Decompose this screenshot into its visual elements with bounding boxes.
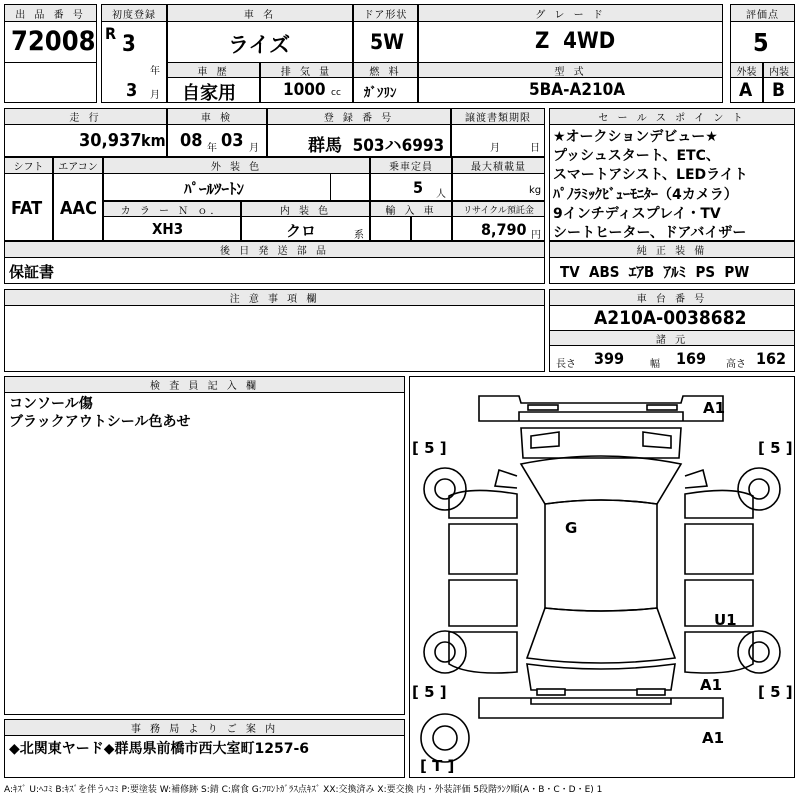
model-code-cell [418, 77, 723, 103]
std-equipment-cell [549, 257, 795, 284]
rear-bumper-inner [531, 698, 671, 704]
displacement: 1000 [283, 80, 326, 100]
chassis-header: 車 台 番 号 [549, 289, 795, 306]
std-equipment: TV ABS ｴｱB ｱﾙﾐ PS PW [560, 263, 750, 281]
exterior-color-header: 外 装 色 [103, 157, 370, 174]
front-bumper-inner [519, 412, 683, 421]
wheel-rr-hub [749, 642, 769, 662]
recycle-fee: 8,790 [481, 220, 527, 239]
capacity: 5 [413, 178, 424, 197]
history-cell [167, 77, 260, 103]
interior-color-suffix: 系 [354, 230, 364, 241]
front-bumper-mark: A1 [703, 399, 726, 417]
inspection-year-unit: 年 [207, 143, 217, 154]
wheel-rl-hub [435, 642, 455, 662]
grade-header: グ レ ー ド [418, 4, 723, 22]
rear-bumper-mark: A1 [702, 729, 725, 747]
wheel-rl [424, 631, 466, 673]
length-value: 399 [594, 349, 625, 368]
height-value: 162 [756, 349, 787, 368]
right-side-mark: U1 [714, 611, 737, 629]
plate-number: 群馬 503ハ6993 [308, 136, 445, 156]
rear-glass-shape [527, 608, 675, 663]
sales-point-item: 9インチディスプレイ・TV [553, 205, 721, 222]
front-light-right [647, 405, 677, 410]
notes-cell [4, 305, 545, 372]
right-front-door [685, 524, 753, 574]
displacement-header: 排 気 量 [260, 62, 353, 78]
later-parts-header: 後 日 発 送 部 品 [4, 241, 545, 258]
trunk-shape [527, 664, 675, 690]
interior-score-cell [763, 77, 795, 103]
wheel-fr-hub [749, 479, 769, 499]
specs-header: 諸 元 [549, 330, 795, 346]
inspection-cell [167, 124, 267, 157]
tire-fl-mark: [ 5 ] [412, 439, 447, 457]
grade-cell [418, 21, 723, 63]
recycle-header: リサイクル預託金 [452, 201, 545, 217]
aircon-header: エアコン [53, 157, 103, 174]
interior-score-header: 内装 [763, 62, 795, 78]
office-cell [4, 735, 405, 778]
exterior-color-extra [330, 173, 370, 201]
chassis-number: A210A-0038682 [594, 307, 747, 329]
tire-fr-mark: [ 5 ] [758, 439, 793, 457]
spare-tire-hub [433, 726, 457, 750]
inspection-month-unit: 月 [249, 143, 259, 154]
chassis-cell [549, 305, 795, 331]
shift-header: シフト [4, 157, 53, 174]
later-parts: 保証書 [9, 263, 55, 281]
transfer-doc-cell [451, 124, 545, 157]
aircon-cell [53, 173, 103, 241]
shift: FAT [11, 198, 43, 219]
tire-rr-mark: [ 5 ] [758, 683, 793, 701]
mileage: 30,937 [79, 130, 142, 151]
max-load-header: 最大積載量 [452, 157, 545, 174]
plate-header: 登 録 番 号 [267, 108, 451, 125]
car-name-cell [167, 21, 353, 63]
roof-mark: G [565, 519, 578, 537]
transfer-doc-header: 譲渡書類期限 [451, 108, 545, 125]
wheel-rr [738, 631, 780, 673]
later-parts-cell [4, 257, 545, 284]
spare-mark: [ T ] [420, 757, 455, 775]
interior-color: クロ [286, 222, 317, 240]
car-name-header: 車 名 [167, 4, 353, 22]
wheel-fr [738, 468, 780, 510]
tire-rl-mark: [ 5 ] [412, 683, 447, 701]
inspector-notes [9, 395, 190, 431]
left-rear-door [449, 580, 517, 626]
rear-bumper-shape [479, 698, 723, 718]
capacity-unit: 人 [436, 189, 446, 200]
first-registration-year: 3 [122, 32, 136, 57]
roof-shape [545, 500, 657, 611]
inspection-year: 08 [180, 130, 203, 151]
interior-color-header: 内 装 色 [241, 201, 370, 217]
sales-point-item: ﾊﾟﾉﾗﾐｯｸﾋﾞｭｰﾓﾆﾀｰ（4カメラ） [553, 186, 738, 203]
score-cell [730, 21, 795, 63]
inspector-notes-cell [4, 392, 405, 715]
car-name: ライズ [228, 33, 291, 57]
color-no-cell [103, 216, 241, 241]
mileage-header: 走 行 [4, 108, 167, 125]
first-registration-month: 3 [126, 80, 138, 101]
length-label: 長さ [556, 359, 576, 370]
shift-cell [4, 173, 53, 241]
plate-cell [267, 124, 451, 157]
office-notice: ◆北関東ヤード◆群馬県前橋市西大室町1257-6 [9, 741, 310, 757]
model-code: 5BA-A210A [529, 80, 626, 100]
right-mirror [685, 470, 707, 488]
first-registration-cell [101, 21, 167, 103]
damage-legend: A:ｷｽﾞ U:ﾍｺﾐ B:ｷｽﾞを伴うﾍｺﾐ P:要塗装 W:補修跡 S:錆 C:腐食 G:ﾌﾛﾝﾄｶﾞﾗｽ点ｷｽﾞ XX:交換済み X:要交換 内・外装評価 5段階ﾗﾝｸ順(A・B・C・D・E) 1 [4, 785, 603, 795]
exterior-score-header: 外装 [730, 62, 763, 78]
inspector-header: 検 査 員 記 入 欄 [4, 376, 405, 393]
recycle-cell [452, 216, 545, 241]
capacity-cell [370, 173, 452, 201]
score: 5 [753, 28, 769, 57]
sales-point-item: シートヒーター、ドアバイザー [553, 225, 747, 242]
left-front-door [449, 524, 517, 574]
max-load-unit: kg [529, 185, 542, 196]
sales-points-header: セ ー ル ス ポ イ ン ト [549, 108, 795, 125]
width-value: 169 [676, 349, 707, 368]
aircon: AAC [60, 198, 97, 219]
exterior-score: A [739, 79, 753, 101]
rear-light-right [637, 689, 665, 695]
displacement-cell [260, 77, 353, 103]
max-load-cell [452, 173, 545, 201]
import-header: 輸 入 車 [370, 201, 452, 217]
vehicle-diagram [409, 376, 795, 778]
recycle-unit: 円 [531, 230, 541, 241]
import-cell-a [370, 216, 411, 241]
mileage-unit: km [141, 131, 166, 150]
fuel: ｶﾞｿﾘﾝ [364, 86, 397, 101]
rear-right-mark: A1 [700, 676, 723, 694]
door-type-header: ドア形状 [353, 4, 418, 22]
front-bumper-shape [479, 396, 726, 421]
lot-number-blank [4, 62, 97, 103]
wheel-fl-hub [435, 479, 455, 499]
rear-light-left [537, 689, 565, 695]
history: 自家用 [182, 83, 236, 104]
import-cell-b [411, 216, 452, 241]
headlamp-shape [531, 432, 671, 448]
mileage-cell [4, 124, 167, 157]
vehicle-diagram-panel [409, 376, 795, 778]
transfer-day-unit: 日 [530, 143, 540, 154]
door-type: 5W [370, 30, 404, 54]
sales-points-list [553, 128, 748, 243]
model-code-header: 型 式 [418, 62, 723, 78]
hood-shape [521, 428, 681, 458]
std-equipment-header: 純 正 装 備 [549, 241, 795, 258]
first-registration-header: 初度登録 [101, 4, 167, 22]
notes-header: 注 意 事 項 欄 [4, 289, 545, 306]
inspector-note: ブラックアウトシール色あせ [9, 414, 191, 430]
spare-tire [421, 714, 469, 762]
fuel-cell [353, 77, 418, 103]
lot-number: 72008 [11, 26, 96, 57]
sales-point-item: プッシュスタート、ETC、 [553, 148, 720, 165]
grade: Z 4WD [535, 29, 616, 54]
front-light-left [528, 405, 558, 410]
color-no: XH3 [152, 220, 184, 238]
month-unit: 月 [150, 90, 160, 101]
right-front-fender [685, 490, 753, 518]
capacity-header: 乗車定員 [370, 157, 452, 174]
left-mirror [495, 470, 517, 488]
inspection-header: 車 検 [167, 108, 267, 125]
width-label: 幅 [650, 359, 660, 370]
transfer-month-unit: 月 [490, 143, 500, 154]
sales-point-item: スマートアシスト、LEDライト [553, 167, 748, 184]
displacement-unit: cc [331, 88, 341, 98]
era-label: R [105, 24, 117, 43]
year-unit: 年 [150, 66, 160, 77]
fuel-header: 燃 料 [353, 62, 418, 78]
sales-points-cell [549, 124, 795, 241]
exterior-score-cell [730, 77, 763, 103]
sales-point-item: ★オークションデビュー★ [553, 129, 718, 145]
windshield-shape [521, 456, 681, 504]
wheel-fl [424, 468, 466, 510]
exterior-color: ﾊﾟｰﾙﾂｰﾄﾝ [184, 180, 245, 198]
history-header: 車 歴 [167, 62, 260, 78]
score-header: 評価点 [730, 4, 795, 22]
door-type-cell [353, 21, 418, 63]
office-header: 事 務 局 よ り ご 案 内 [4, 719, 405, 736]
lot-number-header: 出 品 番 号 [4, 4, 97, 22]
lot-number-cell [4, 21, 97, 63]
specs-cell [549, 345, 795, 372]
inspector-note: コンソール傷 [9, 396, 93, 412]
interior-score: B [772, 79, 786, 101]
height-label: 高さ [726, 359, 746, 370]
interior-color-cell [241, 216, 370, 241]
color-no-header: カ ラ ー Ｎ ｏ． [103, 201, 241, 217]
inspection-month: 03 [221, 130, 244, 151]
